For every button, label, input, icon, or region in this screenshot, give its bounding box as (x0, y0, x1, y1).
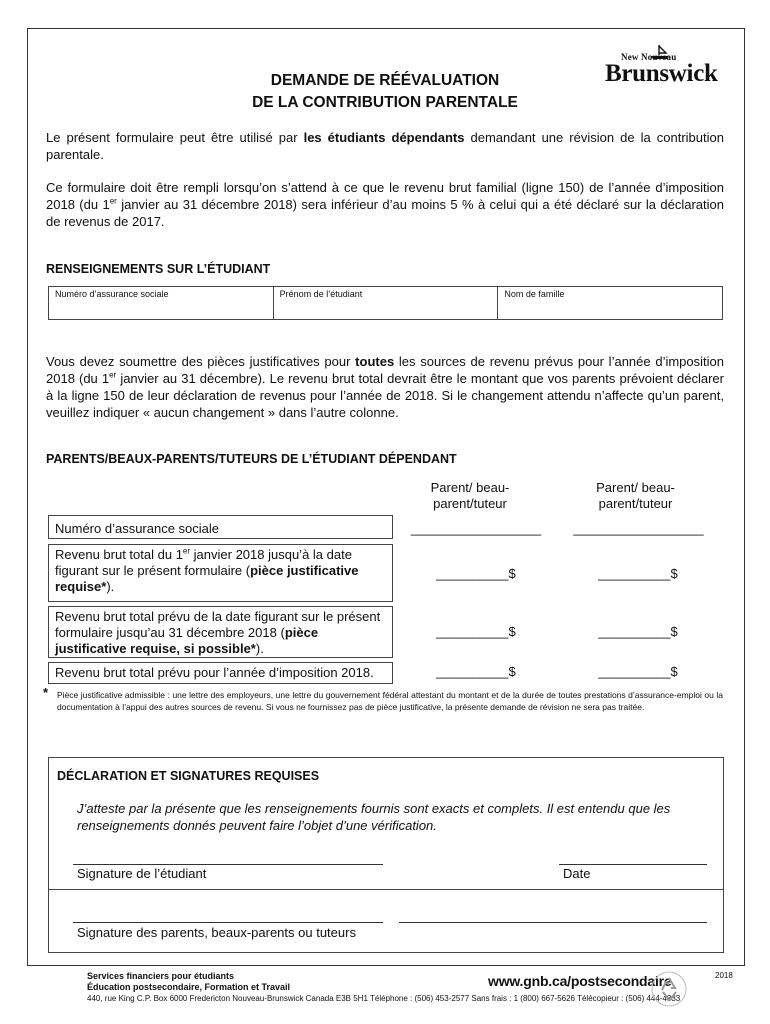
footer-url[interactable]: www.gnb.ca/postsecondaire (488, 973, 672, 989)
row-sin: Numéro d’assurance sociale (48, 515, 393, 539)
footer-address: 440, rue King C.P. Box 6000 Fredericton Nouveau-Brunswick Canada E3B 5H1 Téléphone : (506) 453-2577 Sans frais : 1 (800) 667-5626 Télécopieur : (506) 444-4333 (87, 994, 681, 1003)
parent2-income-forecast-input[interactable]: __________$ (598, 624, 678, 639)
parent-signature-line-2[interactable] (399, 922, 707, 923)
footer-year: 2018 (715, 971, 733, 980)
row-income-forecast: Revenu brut total prévu de la date figurant sur le présent formulaire jusqu’au 31 décembre 2018 (pièce justificative requise, si possible*). (48, 606, 393, 658)
title-line-2: DE LA CONTRIBUTION PARENTALE (252, 94, 518, 111)
row-income-to-date: Revenu brut total du 1er janvier 2018 jusqu’à la date figurant sur le présent formulaire (pièce justificative requise*). (48, 544, 393, 602)
row-income-total: Revenu brut total prévu pour l’année d’imposition 2018. (48, 662, 393, 684)
footer-org-line-1: Services financiers pour étudiants (87, 971, 235, 981)
logo-top-text: New Nouveau (621, 52, 677, 62)
logo-main-text: Brunswick (605, 60, 718, 87)
footer-org-line-2: Éducation postsecondaire, Formation et Travail (87, 982, 291, 992)
declaration-box (48, 757, 724, 953)
nb-logo (605, 44, 727, 94)
intro-paragraph-2: Ce formulaire doit être rempli lorsqu’on s’attend à ce que le revenu brut familial (ligne 150) de l’année d’imposition 2018 (du 1er janvier au 31 décembre 2018) sera inférieur d’au moins 5 % à celui qui a été déclaré sur la déclaration de revenus de 2017. (46, 180, 724, 229)
parent2-sin-input[interactable]: __________________ (573, 521, 704, 536)
declaration-heading: DÉCLARATION ET SIGNATURES REQUISES (57, 769, 320, 783)
first-name-field[interactable]: Prénom de l’étudiant (274, 287, 499, 319)
parent-column-2-header: Parent/ beau-parent/tuteur (596, 480, 675, 511)
form-title (180, 70, 590, 114)
student-signature-line[interactable] (73, 864, 383, 865)
parent1-income-to-date-input[interactable]: __________$ (436, 566, 516, 581)
last-name-field[interactable]: Nom de famille (504, 289, 565, 299)
parent2-income-total-input[interactable]: __________$ (598, 664, 678, 679)
student-signature-label: Signature de l’étudiant (77, 866, 207, 881)
parent1-income-total-input[interactable]: __________$ (436, 664, 516, 679)
parent2-income-to-date-input[interactable]: __________$ (598, 566, 678, 581)
parent-column-1-header: Parent/ beau-parent/tuteur (430, 480, 510, 511)
intro-paragraph-1: Le présent formulaire peut être utilisé par les étudiants dépendants demandant une révision de la contribution parentale. (46, 130, 724, 162)
footnote-star: * (43, 685, 49, 700)
declaration-divider (49, 889, 723, 890)
declaration-statement: J’atteste par la présente que les renseignements fournis sont exacts et complets. Il est entendu que les renseignements donnés peuvent faire l’objet d’une vérification. (77, 801, 671, 833)
student-section-heading: RENSEIGNEMENTS SUR L’ÉTUDIANT (46, 262, 271, 276)
student-info-table (48, 286, 723, 320)
date-label: Date (563, 866, 591, 881)
parent1-income-forecast-input[interactable]: __________$ (436, 624, 516, 639)
parent-signature-line-1[interactable] (73, 922, 383, 923)
title-line-1: DEMANDE DE RÉÉVALUATION (270, 72, 500, 89)
parents-section-heading: PARENTS/BEAUX-PARENTS/TUTEURS DE L’ÉTUDIANT DÉPENDANT (46, 452, 457, 466)
parent-signature-label: Signature des parents, beaux-parents ou tuteurs (77, 925, 356, 940)
parent1-sin-input[interactable]: __________________ (410, 521, 542, 536)
evidence-paragraph: Vous devez soumettre des pièces justificatives pour toutes les sources de revenu prévus pour l’année d’imposition 2018 (du 1er janvier au 31 décembre). Le revenu brut total devrait être le montant que vos parents prévoient déclarer à la ligne 150 de leur déclaration de revenus pour l’année de 2018. Si le changement attendu n’affecte qu’un parent, veuillez indiquer « aucun changement » dans l’autre colonne. (46, 354, 724, 420)
recycle-icon (650, 970, 688, 1008)
footnote-text: Pièce justificative admissible : une lettre des employeurs, une lettre du gouvernement fédéral attestant du montant et de la durée de toutes prestations d’assurance-emploi ou la documentation à l’appui des autres sources de revenu. Si vous ne fournissez pas de pièce justificative, la présente demande de révision ne sera pas traitée. (57, 690, 723, 712)
date-line[interactable] (559, 864, 707, 865)
sin-field[interactable]: Numéro d’assurance sociale (49, 287, 274, 319)
